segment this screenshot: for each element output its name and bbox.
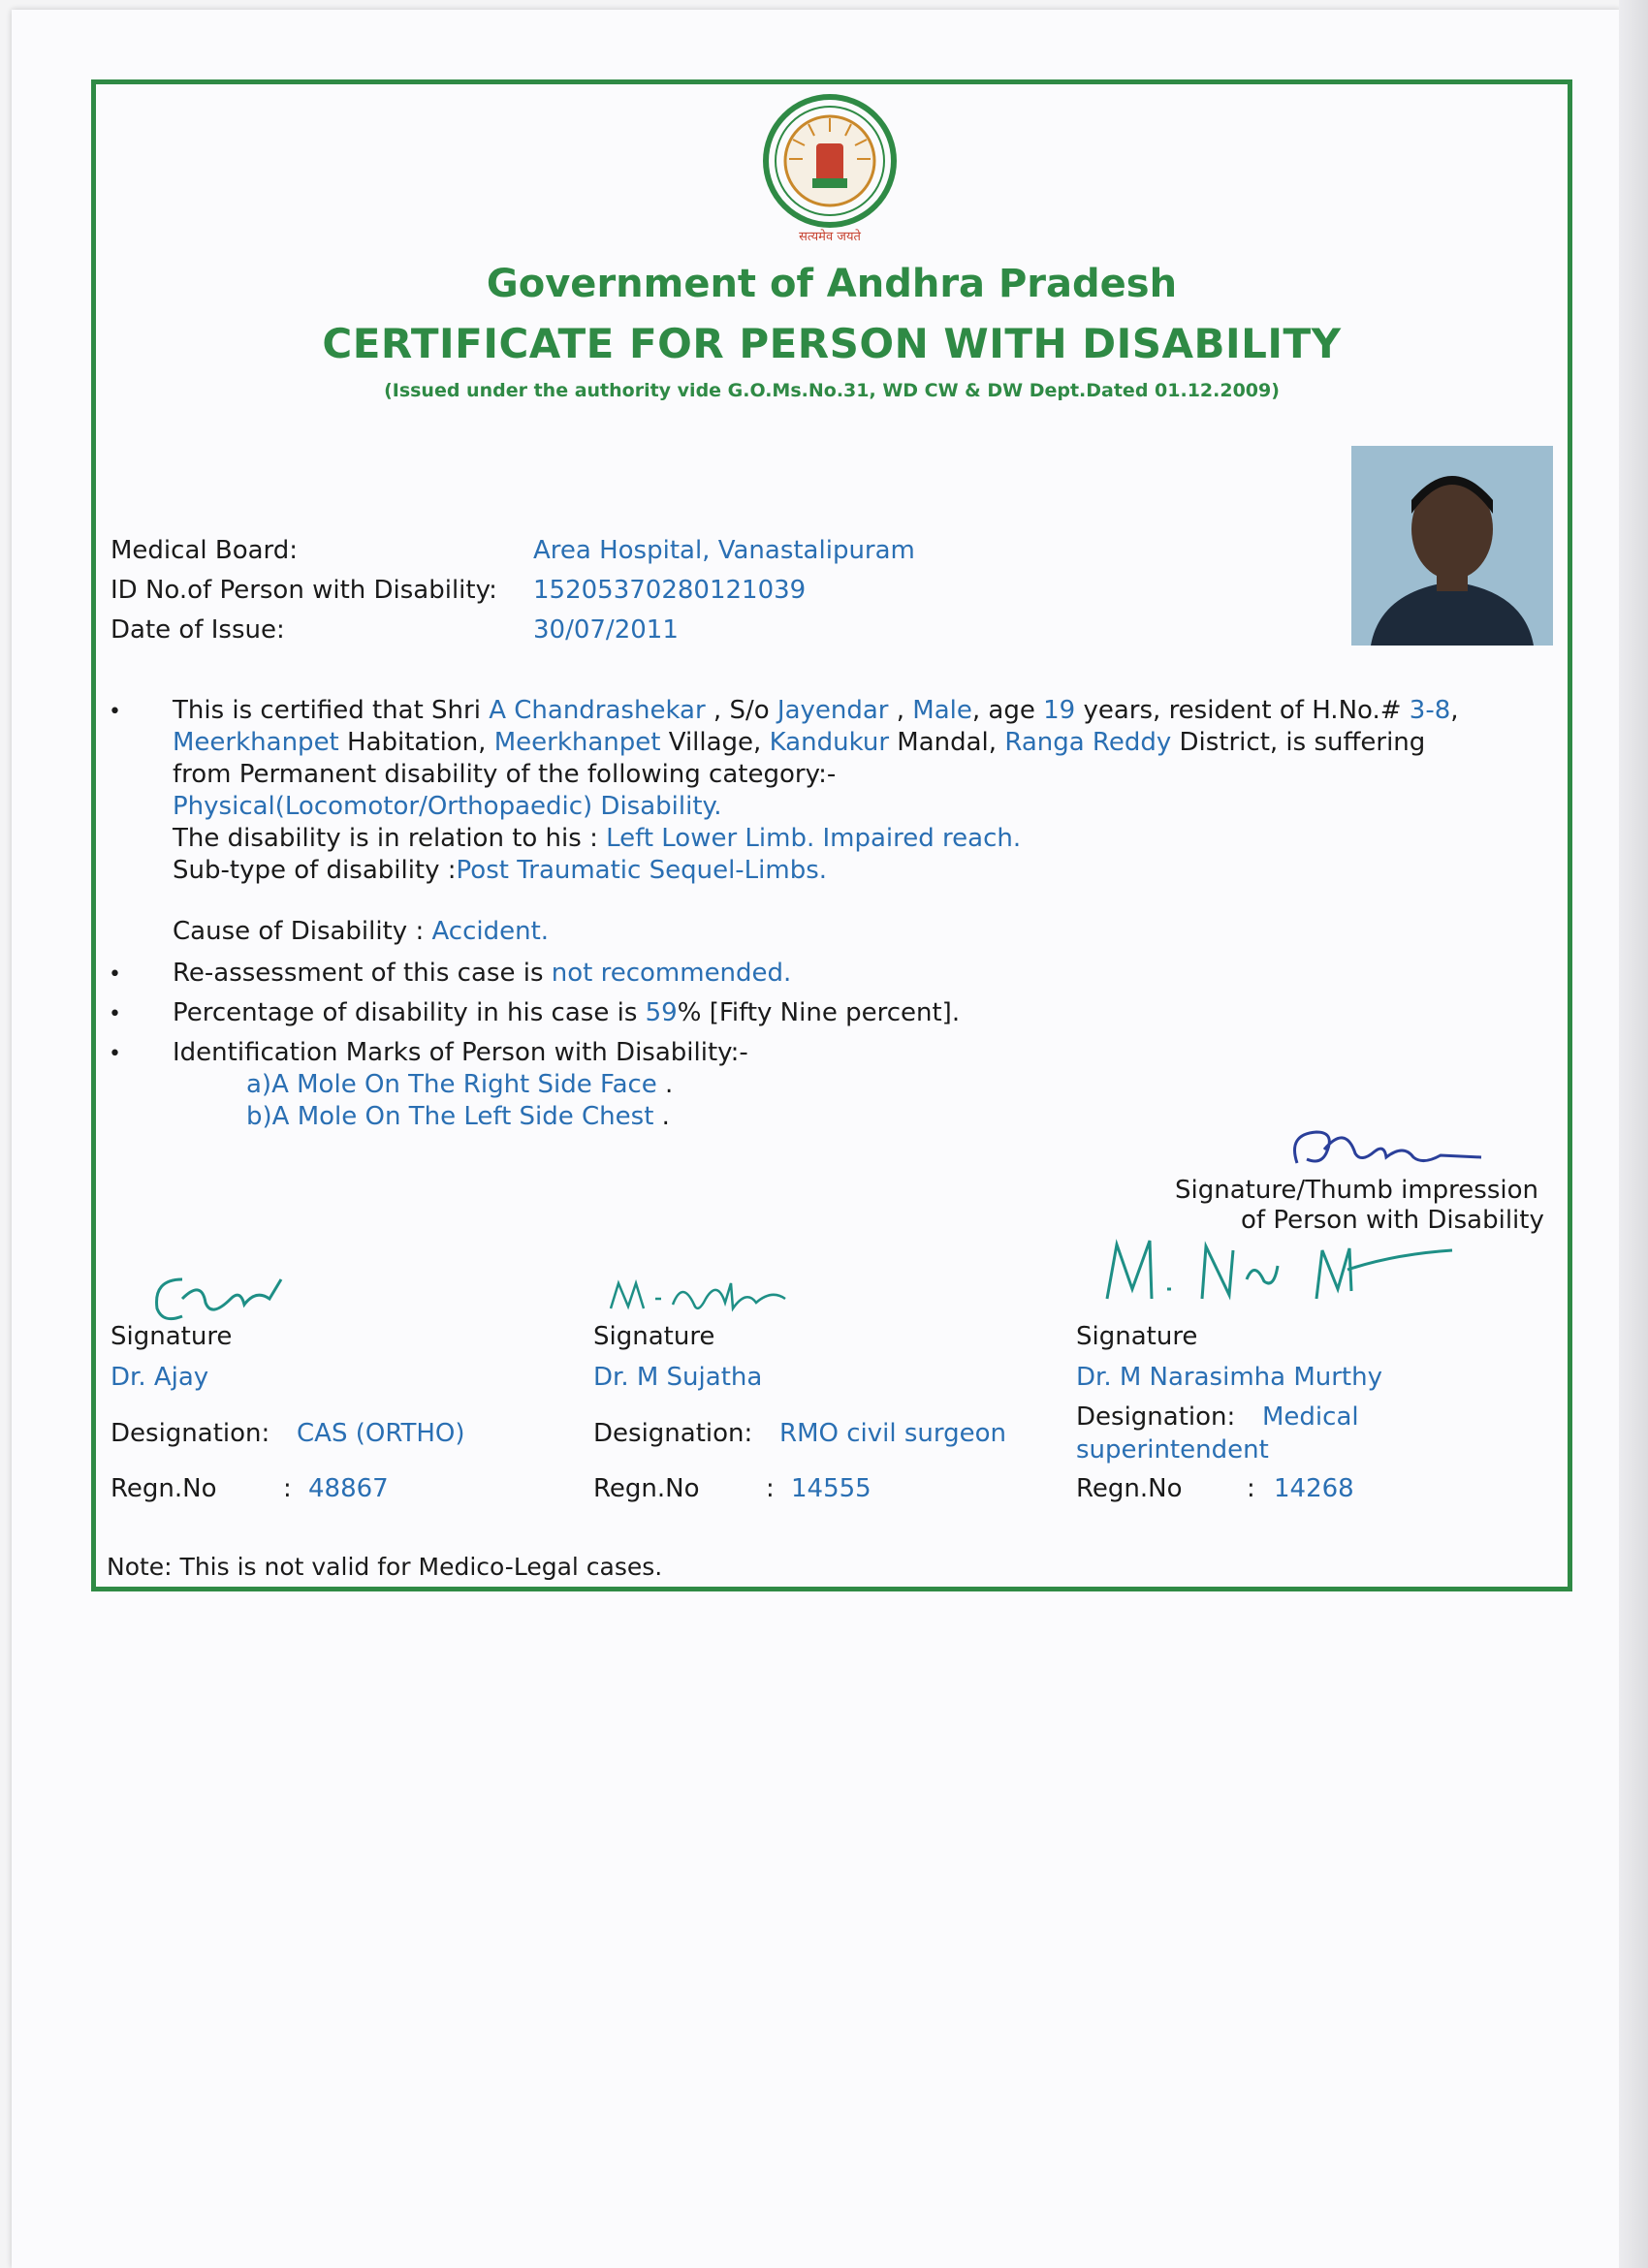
reassessment-line xyxy=(173,958,1549,990)
signatory-3-regn-sep: : xyxy=(1247,1474,1255,1503)
mark-a-text: a)A Mole On The Right Side Face xyxy=(246,1070,657,1099)
text: Habitation, xyxy=(338,728,494,757)
mark-b-text: b)A Mole On The Left Side Chest xyxy=(246,1102,654,1131)
signatory-2-regn: 14555 xyxy=(791,1474,872,1503)
signatory-2-regn-label: Regn.No xyxy=(593,1474,700,1503)
signatory-1-regn: 48867 xyxy=(308,1474,389,1503)
age: 19 xyxy=(1043,696,1076,725)
certification-paragraph xyxy=(173,695,1549,948)
signatory-3-regn-label: Regn.No xyxy=(1076,1474,1183,1503)
certification-line-3: from Permanent disability of the following category:- xyxy=(173,760,837,789)
certificate-title: CERTIFICATE FOR PERSON WITH DISABILITY xyxy=(322,320,1342,367)
signatory-2-signature-label: Signature xyxy=(593,1322,715,1351)
disability-category: Physical(Locomotor/Orthopaedic) Disability. xyxy=(173,792,722,821)
signatory-1-name: Dr. Ajay xyxy=(111,1363,209,1392)
person-signature-label-1: Signature/Thumb impression xyxy=(1175,1176,1538,1205)
bullet-dot: • xyxy=(109,700,121,724)
signatory-3-name: Dr. M Narasimha Murthy xyxy=(1076,1363,1382,1392)
bullet-dot: • xyxy=(109,1042,121,1066)
signatory-1-signature-label: Signature xyxy=(111,1322,233,1351)
cause-label: Cause of Disability : xyxy=(173,917,432,946)
bullet-dot: • xyxy=(109,962,121,987)
government-title: Government of Andhra Pradesh xyxy=(486,262,1178,306)
signatory-1-designation-label: Designation: xyxy=(111,1419,270,1448)
father-name: Jayendar xyxy=(776,696,889,725)
medical-board-label: Medical Board: xyxy=(111,536,299,565)
text: District, is suffering xyxy=(1171,728,1426,757)
percentage-suffix: % [Fifty Nine percent]. xyxy=(677,998,961,1027)
cause-line xyxy=(173,916,1549,948)
village: Meerkhanpet xyxy=(493,728,661,757)
identification-label: Identification Marks of Person with Disability:- xyxy=(173,1038,748,1067)
date-of-issue-label: Date of Issue: xyxy=(111,615,285,645)
bullet-dot: • xyxy=(109,1002,121,1026)
validity-note: Note: This is not valid for Medico-Legal cases. xyxy=(107,1553,663,1581)
relation-line xyxy=(173,823,1549,855)
signatory-2-designation-label: Designation: xyxy=(593,1419,753,1448)
signature-scribble-2 xyxy=(601,1270,834,1328)
habitation: Meerkhanpet xyxy=(173,728,339,757)
authority-subtitle: (Issued under the authority vide G.O.Ms.No.31, WD CW & DW Dept.Dated 01.12.2009) xyxy=(384,380,1280,401)
cause-value: Accident. xyxy=(431,917,550,946)
certification-line-1 xyxy=(173,695,1549,727)
signatory-1-designation: CAS (ORTHO) xyxy=(297,1419,465,1448)
subtype-value: Post Traumatic Sequel-Limbs. xyxy=(456,856,828,885)
signatory-3-designation-label: Designation: xyxy=(1076,1402,1236,1432)
gender: Male xyxy=(912,696,972,725)
certification-line-2 xyxy=(173,727,1549,759)
id-value: 15205370280121039 xyxy=(533,576,807,605)
subtype-line xyxy=(173,855,1549,887)
reassessment-label: Re-assessment of this case is xyxy=(173,959,552,988)
text: , age xyxy=(971,696,1044,725)
dot: . xyxy=(656,1070,674,1099)
date-of-issue-value: 30/07/2011 xyxy=(533,615,679,645)
id-label: ID No.of Person with Disability: xyxy=(111,576,497,605)
person-signature-label-2: of Person with Disability xyxy=(1241,1206,1544,1235)
identification-mark-a xyxy=(173,1069,1549,1101)
medical-board-value: Area Hospital, Vanastalipuram xyxy=(533,536,915,565)
mandal: Kandukur xyxy=(769,728,890,757)
dot: . xyxy=(653,1102,670,1131)
text: Village, xyxy=(660,728,770,757)
signatory-2-name: Dr. M Sujatha xyxy=(593,1363,763,1392)
text: , xyxy=(1450,696,1459,725)
relation-value: Left Lower Limb. Impaired reach. xyxy=(606,824,1022,853)
signature-scribble-3 xyxy=(1093,1231,1462,1318)
signatory-3-regn: 14268 xyxy=(1274,1474,1354,1503)
subtype-label: Sub-type of disability : xyxy=(173,856,457,885)
signatory-3-designation-line-2: superintendent xyxy=(1076,1435,1269,1465)
emblem-motto: सत्यमेव जयते xyxy=(799,230,861,244)
person-name: A Chandrashekar xyxy=(489,696,706,725)
text: This is certified that Shri xyxy=(173,696,490,725)
text: , xyxy=(888,696,913,725)
signatory-2-regn-sep: : xyxy=(766,1474,775,1503)
relation-label: The disability is in relation to his : xyxy=(173,824,607,853)
signatory-2-designation: RMO civil surgeon xyxy=(779,1419,1006,1448)
percentage-line xyxy=(173,997,1549,1029)
reassessment-value: not recommended. xyxy=(551,959,792,988)
text: Mandal, xyxy=(889,728,1005,757)
state-emblem-logo xyxy=(754,93,905,248)
text: years, resident of H.No.# xyxy=(1075,696,1410,725)
person-photo xyxy=(1351,446,1553,646)
signatory-1-regn-label: Regn.No xyxy=(111,1474,217,1503)
text: , S/o xyxy=(705,696,777,725)
signatory-1-regn-sep: : xyxy=(283,1474,292,1503)
signatory-3-signature-label: Signature xyxy=(1076,1322,1198,1351)
percentage-value: 59 xyxy=(645,998,678,1027)
percentage-label: Percentage of disability in his case is xyxy=(173,998,646,1027)
paper-edge xyxy=(1619,0,1648,2268)
district: Ranga Reddy xyxy=(1004,728,1172,757)
house-number: 3-8 xyxy=(1409,696,1451,725)
signatory-3-designation-line-1: Medical xyxy=(1262,1402,1359,1432)
